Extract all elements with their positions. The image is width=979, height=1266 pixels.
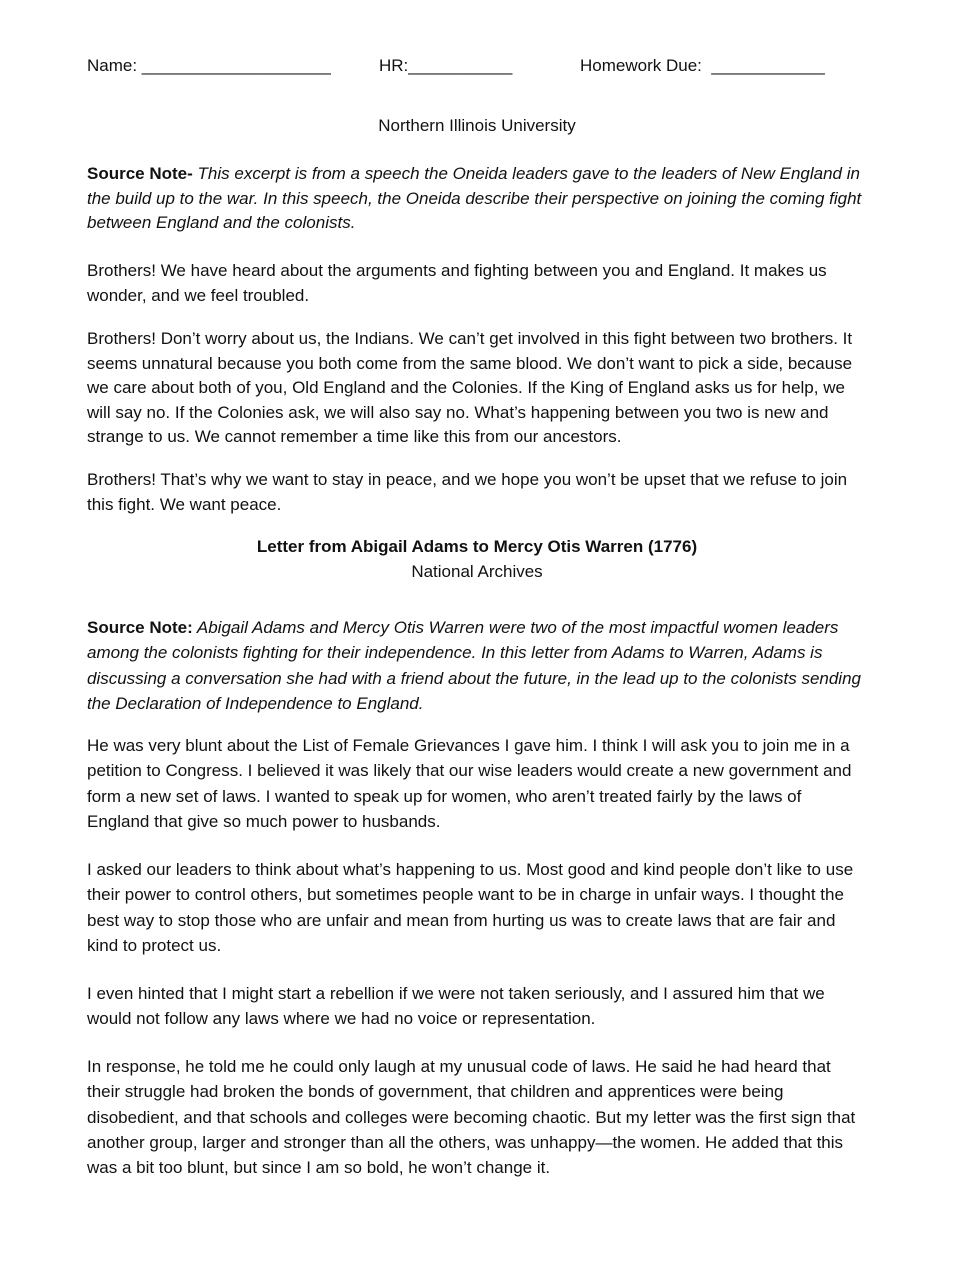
paragraph-text: He was very blunt about the List of Female Grievances I gave him. I think I will ask you to join me in a petition to Congress. I believed it was likely that our wise leaders would create a new government and form a new set of laws. I wanted to speak up for women, who aren’t treated fairly by the laws of England that give so much power to husbands.: [87, 736, 852, 831]
adams-paragraph-3: [87, 981, 867, 1032]
letter-title: Letter from Abigail Adams to Mercy Otis Warren (1776): [256, 537, 698, 556]
oneida-paragraph-1: [87, 259, 867, 308]
letter-source: National Archives: [411, 562, 543, 581]
oneida-paragraph-2: [87, 327, 867, 450]
adams-paragraph-2: [87, 857, 867, 958]
paragraph-text: Brothers! That’s why we want to stay in peace, and we hope you won’t be upset that we refuse to join this fight. We want peace.: [87, 470, 848, 514]
source-note-label: Source Note:: [87, 618, 193, 637]
paragraph-text: In response, he told me he could only laugh at my unusual code of laws. He said he had heard that their struggle had broken the bonds of government, that children and apprentices were being disobedient, and that schools and colleges were becoming chaotic. But my letter was the first sign that another group, larger and stronger than all the others, was unhappy—the women. He added that this was a bit too blunt, but since I am so bold, he won’t change it.: [87, 1057, 856, 1178]
paragraph-text: I asked our leaders to think about what’s happening to us. Most good and kind people don’t like to use their power to control others, but sometimes people want to be in charge in unfair ways. I thought the best way to stop those who are unfair and mean from hurting us was to create laws that are fair and kind to protect us.: [87, 860, 854, 955]
institution-name: Northern Illinois University: [378, 116, 576, 135]
paragraph-text: I even hinted that I might start a rebellion if we were not taken seriously, and I assured him that we would not follow any laws where we had no voice or representation.: [87, 984, 825, 1029]
worksheet-header: [87, 56, 867, 80]
name-field-label: Name: ____________________: [87, 56, 331, 75]
oneida-paragraph-3: [87, 468, 867, 517]
adams-paragraph-1: [87, 733, 867, 834]
paragraph-text: Brothers! Don’t worry about us, the Indians. We can’t get involved in this fight between two brothers. It seems unnatural because you both come from the same blood. We don’t want to pick a side, because we care about both of you, Old England and the Colonies. If the King of England asks us for help, we will say no. If the Colonies ask, we will also say no. What’s happening between you two is new and strange to us. We cannot remember a time like this from our ancestors.: [87, 329, 853, 447]
source-note-label: Source Note-: [87, 164, 193, 183]
paragraph-text: Brothers! We have heard about the arguments and fighting between you and England. It makes us wonder, and we feel troubled.: [87, 261, 827, 305]
source-note-text: This excerpt is from a speech the Oneida leaders gave to the leaders of New England in the build up to the war. In this speech, the Oneida describe their perspective on joining the coming fight between England and the colonists.: [87, 164, 862, 233]
oneida-source-note: [87, 162, 867, 236]
adams-source-note: [87, 615, 867, 716]
adams-paragraph-4: [87, 1054, 867, 1180]
hr-field-label: HR:___________: [379, 56, 513, 75]
homework-due-field-label: Homework Due: ____________: [580, 56, 825, 75]
source-note-text: Abigail Adams and Mercy Otis Warren were two of the most impactful women leaders among the colonists fighting for their independence. In this letter from Adams to Warren, Adams is discussing a conversation she had with a friend about the future, in the lead up to the colonists sending the Declaration of Independence to England.: [87, 618, 861, 713]
